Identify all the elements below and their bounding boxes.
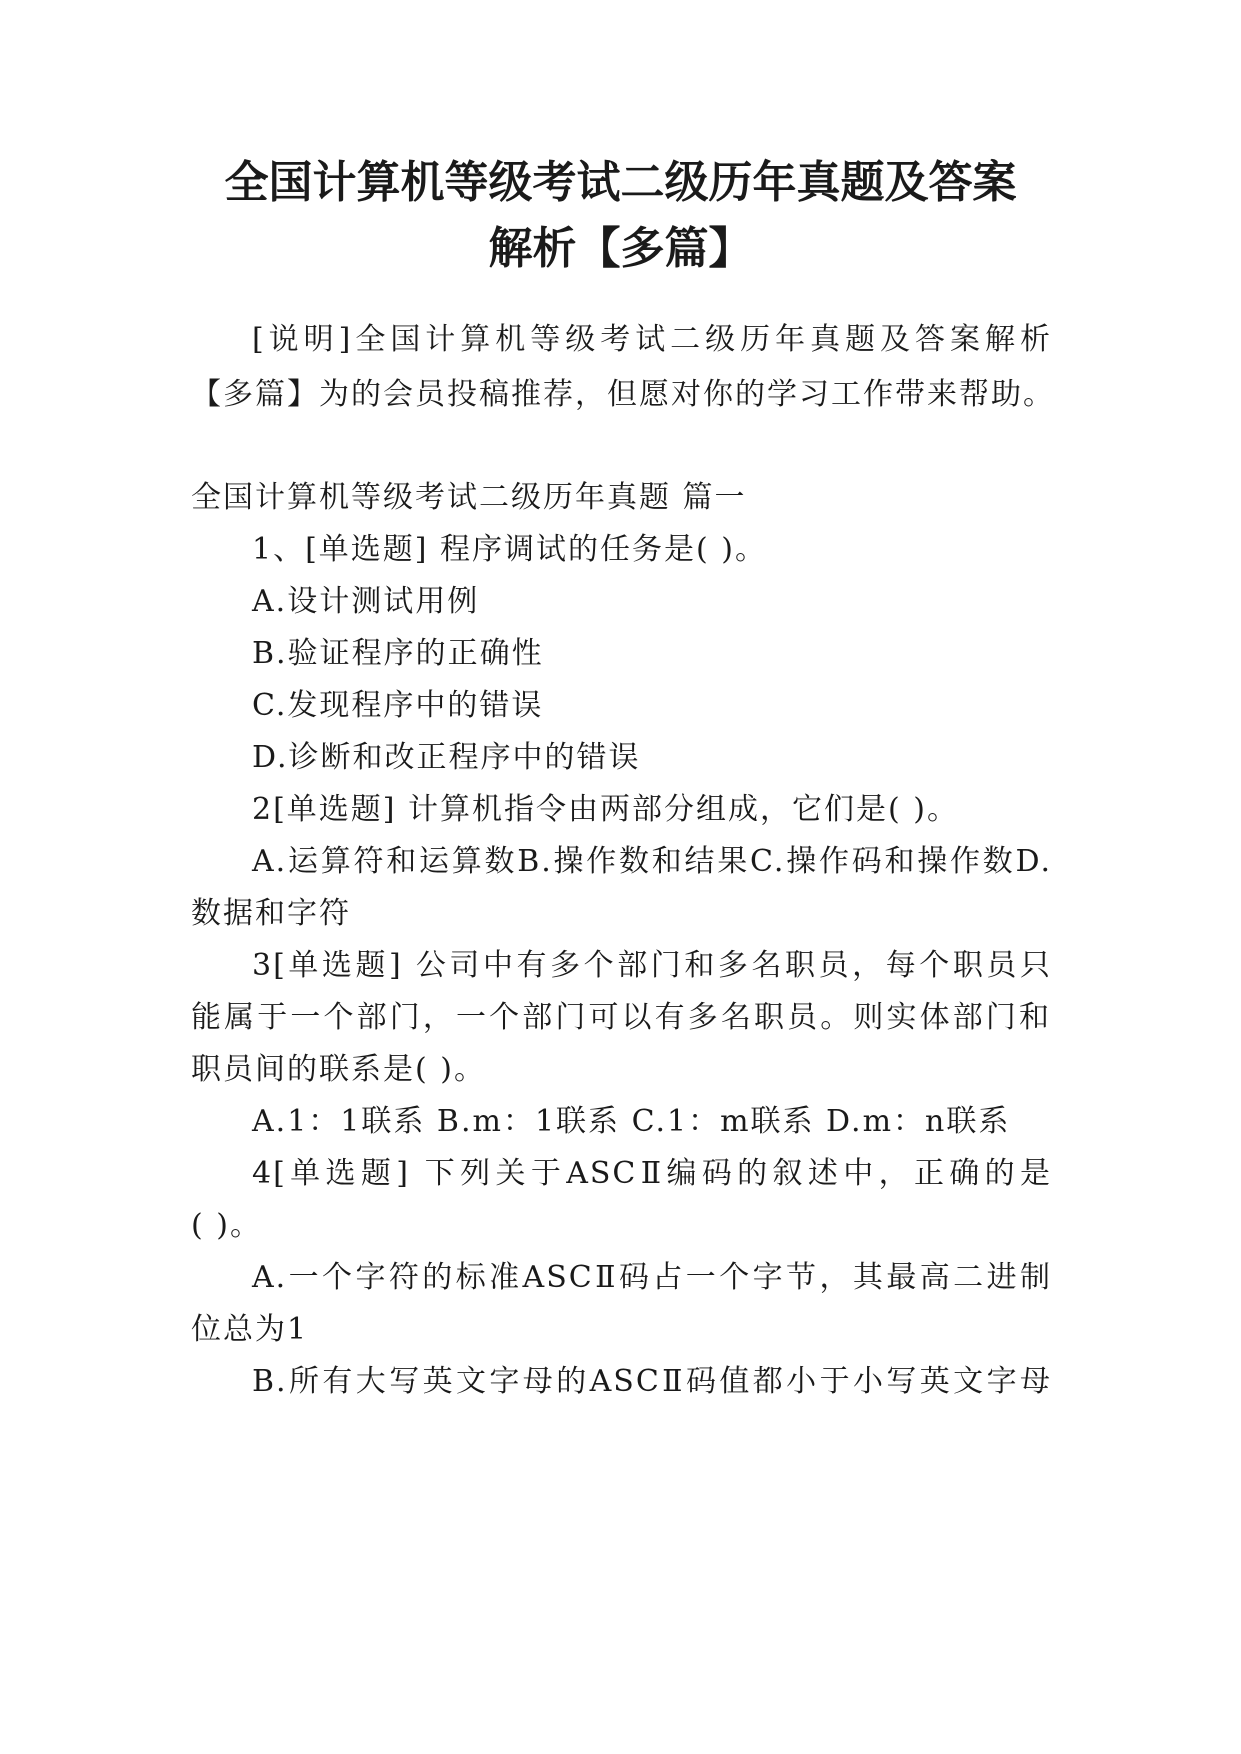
q4-option-a-line2: 位总为1 <box>191 1312 309 1347</box>
q2-options-line2: 数据和字符 <box>191 896 351 931</box>
q3-stem-line3: 职员间的联系是( )。 <box>191 1052 486 1087</box>
q3-stem-line1: 3[单选题] 公司中有多个部门和多名职员，每个职员只 <box>252 948 1052 983</box>
q4-option-a-line1: A.一个字符的标准ASCⅡ码占一个字节，其最高二进制 <box>252 1260 1052 1295</box>
section-heading: 全国计算机等级考试二级历年真题 篇一 <box>191 480 747 515</box>
document-title-line1: 全国计算机等级考试二级历年真题及答案 <box>224 157 1017 208</box>
q4-option-b-line1: B.所有大写英文字母的ASCⅡ码值都小于小写英文字母 <box>252 1364 1052 1399</box>
q4-stem-line1: 4[单选题] 下列关于ASCⅡ编码的叙述中，正确的是 <box>252 1156 1052 1191</box>
q4-stem-line2: ( )。 <box>191 1208 262 1243</box>
q1-option-c: C.发现程序中的错误 <box>252 688 544 723</box>
intro-line1: [说明]全国计算机等级考试二级历年真题及答案解析 <box>252 322 1052 357</box>
q3-options: A.1：1联系 B.m：1联系 C.1：m联系 D.m：n联系 <box>252 1104 1011 1139</box>
q1-stem: 1、[单选题] 程序调试的任务是( )。 <box>252 532 767 567</box>
q2-options-line1: A.运算符和运算数B.操作数和结果C.操作码和操作数D. <box>252 844 1052 879</box>
q1-option-a: A.设计测试用例 <box>252 584 480 619</box>
intro-line2: 【多篇】为的会员投稿推荐，但愿对你的学习工作带来帮助。 <box>191 377 1055 412</box>
q2-stem: 2[单选题] 计算机指令由两部分组成，它们是( )。 <box>252 792 959 827</box>
q1-option-b: B.验证程序的正确性 <box>252 636 544 671</box>
q1-option-d: D.诊断和改正程序中的错误 <box>252 740 641 775</box>
document-title-line2: 解析【多篇】 <box>488 223 753 274</box>
q3-stem-line2: 能属于一个部门，一个部门可以有多名职员。则实体部门和 <box>191 1000 1051 1035</box>
